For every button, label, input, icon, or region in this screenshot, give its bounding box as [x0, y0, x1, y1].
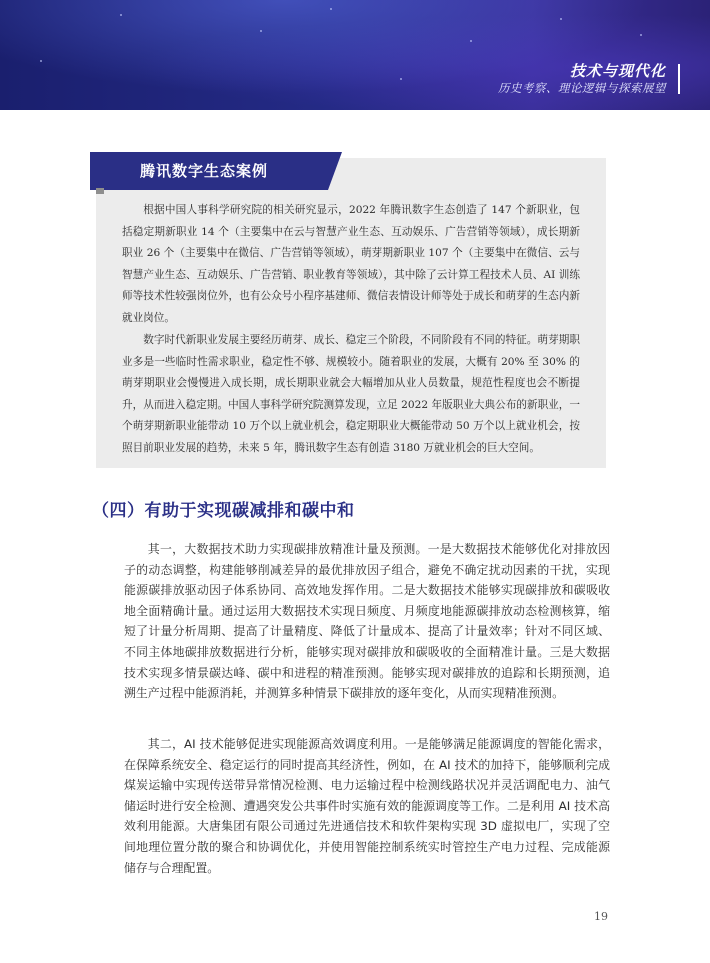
star-dot — [560, 18, 562, 20]
star-dot — [400, 78, 402, 80]
star-dot — [120, 14, 122, 16]
star-dot — [470, 40, 472, 42]
header-divider — [678, 64, 680, 94]
body-paragraph: 其一，大数据技术助力实现碳排放精准计量及预测。一是大数据技术能够优化对排放因子的动态调整，构建能够削减差异的最优排放因子组合，避免不确定扰动因素的干扰，实现能源碳排放驱动因子体系协同、高效地发挥作用。二是大数据技术能够实现碳排放和碳吸收地全面精确计量。通过运用大数据技术实现日频度、月频度地能源碳排放动态检测核算，缩短了计量分析周期、提高了计量精度、降低了计量成本、提高了计量效率；针对不同区域、不同主体地碳排放数据进行分析，能够实现对碳排放和碳吸收的全面精准计量。三是大数据技术实现多情景碳达峰、碳中和进程的精准预测。能够实现对碳排放的追踪和长期预测，追溯生产过程中能源消耗，并测算多种情景下碳排放的逐年变化，从而实现精准预测。 — [124, 542, 610, 701]
body-paragraph: 其二，AI 技术能够促进实现能源高效调度利用。一是能够满足能源调度的智能化需求，在保障系统安全、稳定运行的同时提高其经济性，例如，在 AI 技术的加持下，能够顺利完成煤炭运输中实现传送带异常情况检测、电力运输过程中检测线路状况并灵活调配电力、油气储运时进行安全检测、遭遇突发公共事件时实施有效的能源调度等工作。二是利用 AI 技术高效利用能源。大唐集团有限公司通过先进通信技术和软件架构实现 3D 虚拟电厂，实现了空间地理位置分散的聚合和协调优化，并使用智能控制系统实时管控生产电力过程、完成能源储存与合理配置。 — [124, 737, 610, 875]
header-titles — [498, 62, 666, 96]
page-number: 19 — [594, 910, 608, 923]
star-dot — [640, 34, 642, 36]
case-title-fold — [96, 188, 104, 194]
star-dot — [260, 30, 262, 32]
header-subtitle: 历史考察、理论逻辑与探索展望 — [498, 81, 666, 95]
header-band — [0, 0, 710, 110]
star-dot — [330, 8, 332, 10]
case-paragraph: 根据中国人事科学研究院的相关研究显示，2022 年腾讯数字生态创造了 147 个新职业，包括稳定期新职业 14 个（主要集中在云与智慧产业生态、互动娱乐、广告营销等领域），成长期新职业 26 个（主要集中在微信、广告营销等领域），萌芽期新职业 107 个（主要集中在微信、云与智慧产业生态、互动娱乐、广告营销、职业教育等领域），其中除了云计算工程技术人员、AI 训练师等技术性较强岗位外，也有公众号小程序基建师、微信表情设计师等处于成长和萌芽的生态内新就业岗位。 — [122, 204, 580, 324]
header-title: 技术与现代化 — [569, 62, 666, 80]
star-dot — [40, 60, 42, 62]
section-heading: （四）有助于实现碳减排和碳中和 — [92, 501, 355, 521]
case-paragraph: 数字时代新职业发展主要经历萌芽、成长、稳定三个阶段，不同阶段有不同的特征。萌芽期职业多是一些临时性需求职业，稳定性不够、规模较小。随着职业的发展，大概有 20% 至 30% 的萌芽期职业会慢慢进入成长期，成长期职业就会大幅增加从业人员数量，规范性程度也会不断提升，从而进入稳定期。中国人事科学研究院测算发现，立足 2022 年版职业大典公布的新职业，一个萌芽期新职业能带动 10 万个以上就业机会，稳定期职业大概能带动 50 万个以上就业机会，按照目前职业发展的趋势，未来 5 年，腾讯数字生态有创造 3180 万就业机会的巨大空间。 — [122, 334, 580, 454]
case-title: 腾讯数字生态案例 — [140, 162, 269, 180]
